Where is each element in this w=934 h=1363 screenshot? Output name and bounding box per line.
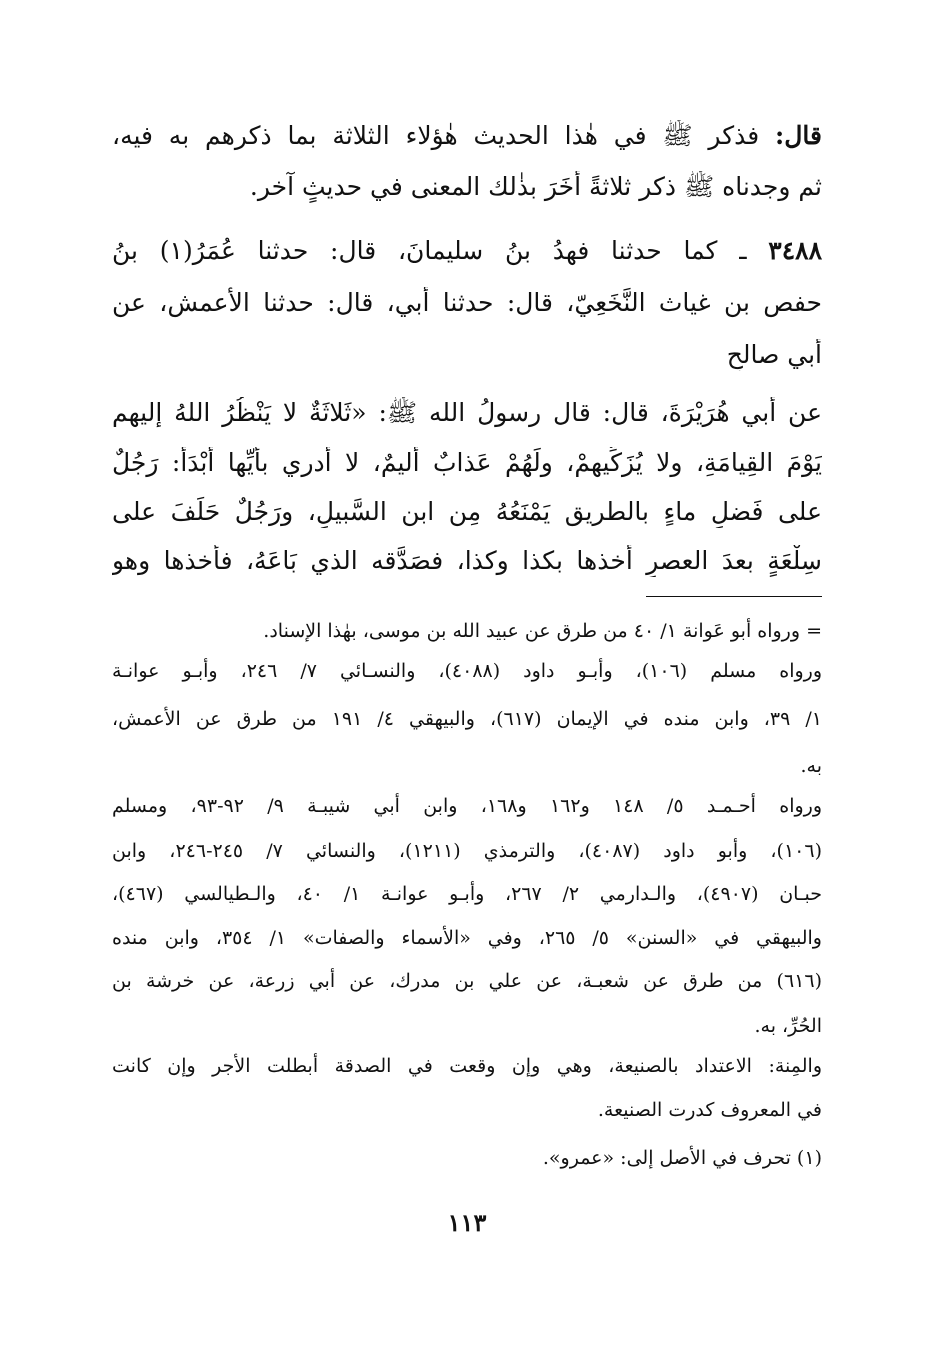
footnote-line: (١٠٦)، وأبو داود (٤٠٨٧)، والترمذي (١٢١١)، والنسائي ٧/ ٢٤٥-٢٤٦، وابن: [112, 840, 822, 862]
footnote-line: به.: [800, 755, 822, 777]
main-line: أبي صالحٍ: [726, 340, 822, 369]
footnote-line: ورواه أحـمـد ٥/ ١٤٨ و١٦٢ و١٦٨، وابن أبي شيبـة ٩/ ٩٢-٩٣، ومسلم: [112, 795, 822, 817]
main-line: سِلْعَةٍ بعدَ العصرِ أخذها بكذا وكذا، فصَدَّقه الذي بَاعَهُ، فأخذها وهو: [112, 546, 822, 575]
footnote-separator: [646, 596, 822, 597]
footnote-line: في المعروف كدرت الصنيعة.: [597, 1099, 822, 1121]
main-line: حفص بن غياث النَّخَعِيّ، قال: حدثنا أبي، قال: حدثنا الأعمش، عن: [112, 288, 822, 317]
main-line: ثم وجدناه ﷺ ذكر ثلاثةً أُخَرَ بذٰلك المعنى في حديثٍ آخر.: [249, 172, 822, 201]
footnote-line: والبيهقي في «السنن» ٥/ ٢٦٥، وفي «الأسماء والصفات» ١/ ٣٥٤، وابن منده: [112, 927, 822, 949]
main-line: عن أبي هُرَيْرَةَ، قال: قال رسولُ الله ﷺ: «ثَلاثَةٌ لا يَنْظُرُ اللهُ إليهم: [112, 398, 822, 427]
main-line-rest: ـ كما حدثنا فهدُ بنُ سليمانَ، قال: حدثنا عُمَرُ(١) بنُ: [112, 236, 769, 265]
footnote-ref-note: (١) تحرف في الأصل إلى: «عمرو».: [542, 1147, 822, 1169]
footnote-line: (٦١٦) من طرق عن شعبـة، عن علي بن مدرك، عن أبي زرعة، عن خرشة بن: [112, 970, 822, 992]
footnote-line: الحُرِّ، به.: [754, 1015, 822, 1037]
hadith-heading-line: [112, 235, 822, 267]
main-line: على فَضلِ ماءٍ بالطريقِ يَمْنَعُهُ مِن ابن السَّبيلِ، ورَجُلٌ حَلَفَ على: [112, 497, 822, 526]
main-line: يَوْمَ القِيامَةِ، ولا يُزَكِّيهِمْ، ولَهُمْ عَذابٌ أَليمٌ، لا أدري بأيِّها أَبْدَأُ: رَجُلٌ: [112, 448, 822, 477]
footnote-line: ورواه مسلم (١٠٦)، وأبـو داود (٤٠٨٨)، والنسـائي ٧/ ٢٤٦، وأبـو عوانـة: [112, 660, 822, 682]
page-number: ١١٣: [447, 1208, 487, 1237]
footnote-line: حبـان (٤٩٠٧)، والـدارمي ٢/ ٢٦٧، وأبـو عوانـة ١/ ٤٠، والـطيالسي (٤٦٧)،: [112, 883, 822, 905]
footnote-line: والمِنة: الاعتداد بالصنيعة، وهي وإن وقعت في الصدقة أبطلت الأجر وإن كانت: [112, 1055, 822, 1077]
footnote-line: = ورواه أبو عَوانة ١/ ٤٠ من طرق عن عبيد الله بن موسى، بهٰذا الإسناد.: [263, 620, 822, 642]
hadith-number: ٣٤٨٨: [768, 236, 822, 265]
speaker-label: قال:: [775, 121, 822, 150]
main-line: [112, 120, 822, 152]
main-line-rest: فذكر ﷺ في هٰذا الحديث هٰؤلاء الثلاثة بما ذكرهم به فيه،: [112, 121, 776, 150]
footnote-line: ١/ ٣٩، وابن منده في الإيمان (٦١٧)، والبيهقي ٤/ ١٩١ من طرق عن الأعمش،: [112, 708, 822, 730]
